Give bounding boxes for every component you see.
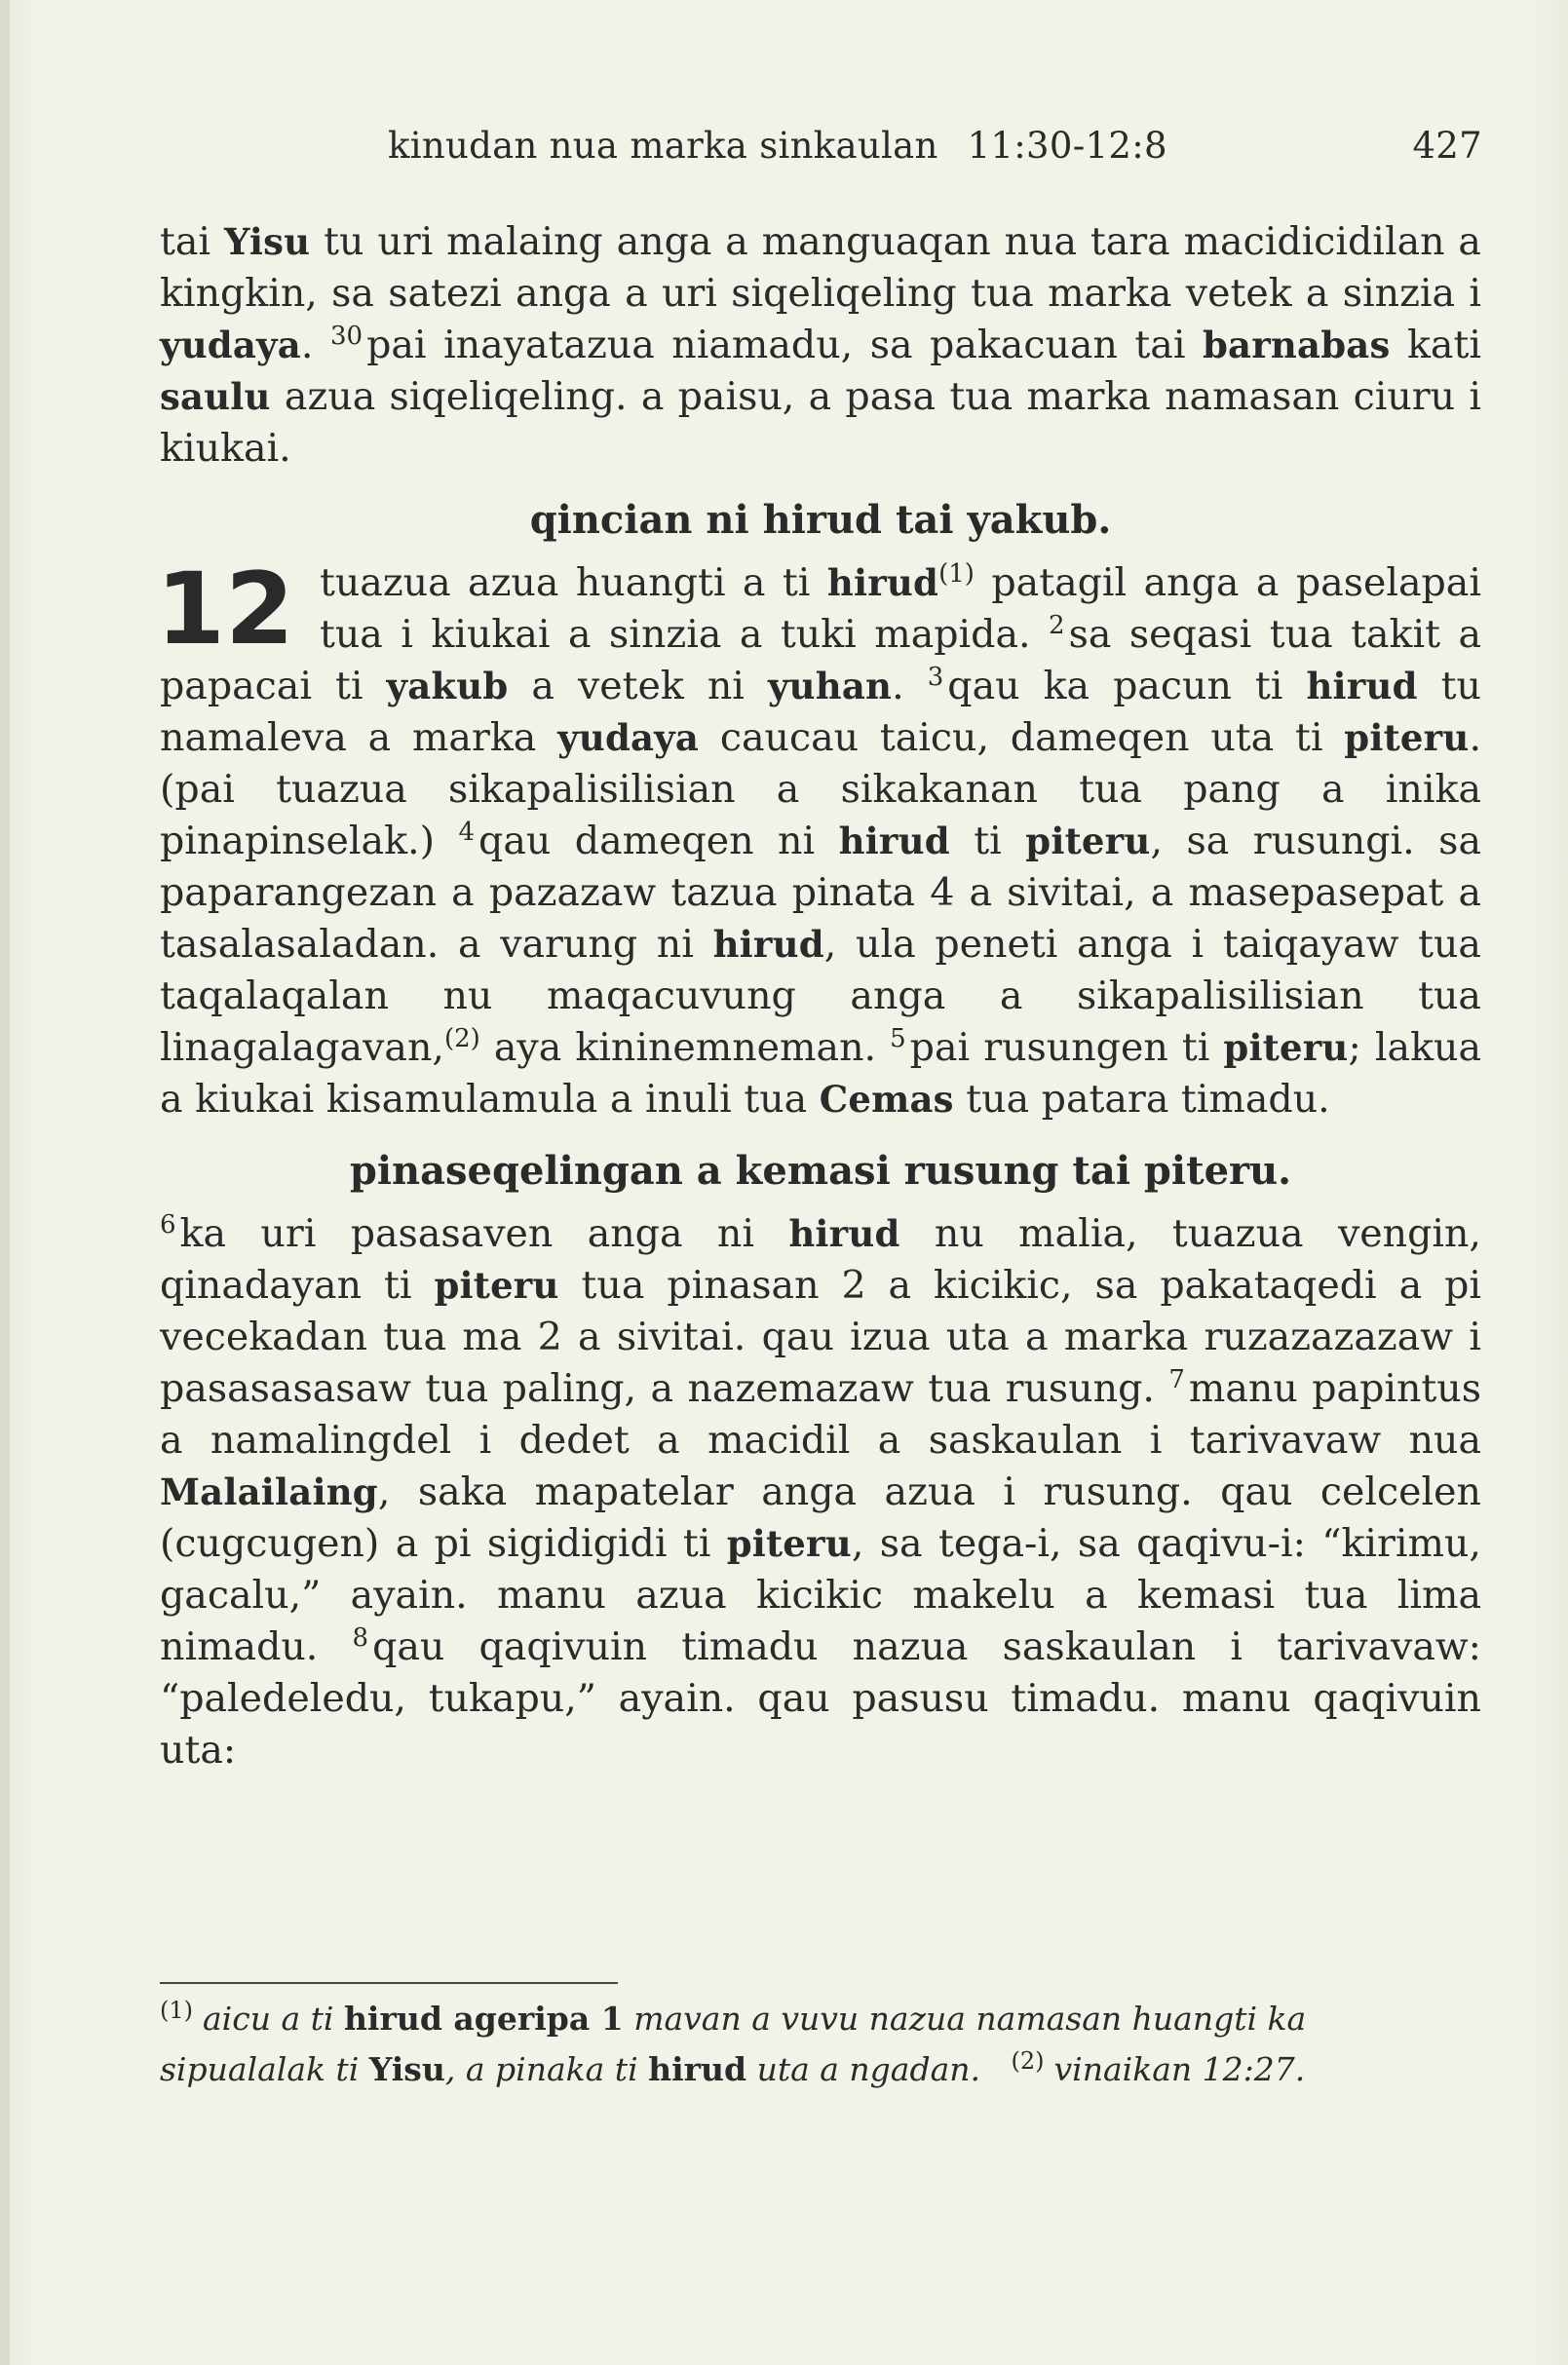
section-heading: qincian ni hirud tai yakub. [529, 497, 1112, 543]
bleed-through-text [487, 2204, 1511, 2243]
page-number: 427 [1412, 125, 1482, 167]
verse-number: 7 [1168, 1364, 1185, 1394]
paragraph-verses-12-6-8: $^6$ ka uri pasasaven anga ni hirud nu malia, tuazua vengin, qinadayan ti piteru tua pinasan 2 a kicikic, sa pakataqedi a pi vecekadan tua ma 2 a sivitai. qau izua uta a marka ruzazazazaw i pasasasasaw tua paling, a nazemazaw tua rusung. $^7$ manu papintus a namalingdel i dedet a macidil a saskaulan i tarivavaw nua Malailaing, saka mapatelar anga azua i rusung. qau celcelen (cugcugen) a pi sigidigidi ti piteru, sa tega-i, sa qaqivu-i: “kirimu, gacalu,” ayain. manu azua kicikic makelu a kemasi tua lima nimadu. $^8$ qau qaqivuin timadu nazua saskaulan i tarivavaw: “paledeledu, tukapu,” ayain. qau pasusu timadu. manu qaqivuin uta: [160, 1209, 1482, 1773]
page-spine-edge [0, 0, 10, 2365]
section-heading: pinaseqelingan a kemasi rusung tai piteru. [349, 1148, 1292, 1194]
verse-number: 2 [1049, 610, 1065, 640]
verse-number: 6 [160, 1209, 176, 1240]
chapter-number: 12 [156, 552, 294, 668]
running-title: kinudan nua marka sinkaulan [388, 125, 938, 167]
footnote-marker: (2) [443, 1023, 480, 1053]
footnotes: $^{(1)}$ aicu a ti hirud ageripa 1 mavan a vuvu nazua namasan huangti ka sipualalak ti Yisu, a pinaka ti hirud uta a ngadan. $^{(2)}$ vinaikan 12:27. [160, 1997, 1307, 2088]
footnote-marker: (2) [1011, 2047, 1045, 2075]
verse-number: 8 [352, 1622, 369, 1653]
chapter-verse-reference: 11:30-12:8 [967, 125, 1167, 167]
verse-number: 4 [458, 817, 476, 847]
verse-number: 5 [890, 1023, 906, 1053]
footnote-marker: (1) [938, 558, 975, 589]
verse-number: 3 [927, 662, 944, 692]
running-header [388, 125, 1482, 167]
chapter-12-block [156, 552, 1482, 1125]
footnote-marker: (1) [160, 1997, 193, 2024]
page-body [156, 216, 1482, 1776]
paragraph-verses-12-1-5: tuazua azua huangti a ti hirud$^{(1)}$ patagil anga a paselapai tua i kiukai a sinzia a tuki mapida. $^2$ sa seqasi tua takit a papacai ti yakub a vetek ni yuhan. $^3$ qau ka pacun ti hirud tu namaleva a marka yudaya caucau taicu, dameqen uta ti piteru. (pai tuazua sikapalisilisian a sikakanan tua pang a inika pinapinselak.) $^4$ qau dameqen ni hirud ti piteru, sa rusungi. sa paparangezan a pazazaw tazua pinata 4 a sivitai, a masepasepat a tasalasaladan. a varung ni hirud, ula peneti anga i taiqayaw tua taqalaqalan nu maqacuvung anga a sikapalisilisian tua linagalagavan,$^{(2)}$ aya kininemneman. $^5$ pai rusungen ti piteru; lakua a kiukai kisamulamula a inuli tua Cemas tua patara timadu. [160, 558, 1482, 1122]
footnote-rule [160, 1982, 618, 1984]
verse-number: 30 [330, 321, 363, 351]
paragraph-verses-11-29-30: tai Yisu tu uri malaing anga a manguaqan nua tara macidicidilan a kingkin, sa satezi anga a uri siqeliqeling tua marka vetek a sinzia i yudaya. $^{30}$ pai inayatazua niamadu, sa pakacuan tai barnabas kati saulu azua siqeliqeling. a paisu, a pasa tua marka namasan ciuru i kiukai. [160, 219, 1481, 471]
